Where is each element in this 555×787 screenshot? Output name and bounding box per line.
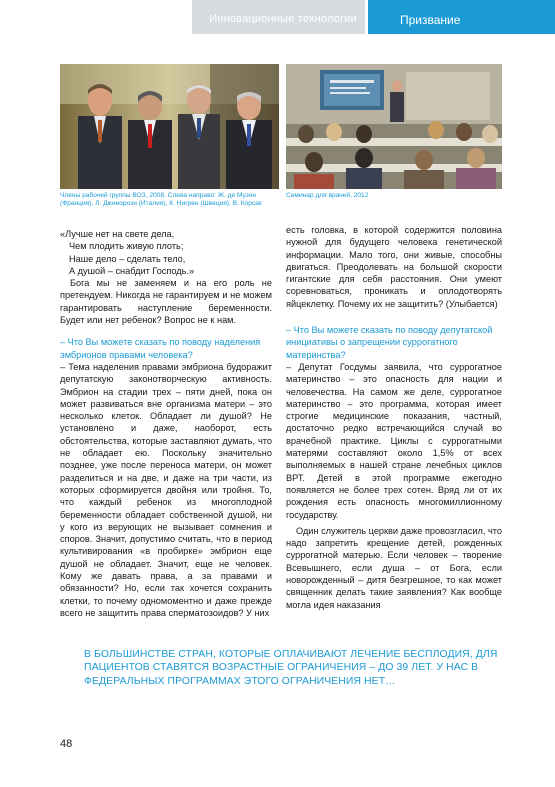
paragraph: – Депутат Госдумы заявила, что суррогатное материнство – это опасность для нации и человечества. На самом же деле, суррогатное материнство – это программа, которая имеет строгие медицинские показания, частный, достаточно редко встречающийся случай во врачебной практике. Циклы с суррогатными матерями составляют около 1,5% от всех выполняемых в нашей стране лечебных циклов ВРТ. Детей в этой программе ежегодно появляется не более трех сотен. Вряд ли от их рождения есть опасность многомиллионному государству.	[286, 361, 502, 520]
paragraph: Бога мы не заменяем и на его роль не претендуем. Никогда не гарантируем и не можем гарантировать наступление беременности. Будет или нет ребенок? Вопрос не к нам.	[60, 278, 272, 326]
section-title: Инновационные технологии	[209, 13, 357, 25]
header-rubric-tab	[368, 0, 555, 34]
pull-quote: В БОЛЬШИНСТВЕ СТРАН, КОТОРЫЕ ОПЛАЧИВАЮТ ЛЕЧЕНИЕ БЕСПЛОДИЯ, ДЛЯ ПАЦИЕНТОВ СТАВЯТСЯ ВОЗРАСТНЫЕ ОГРАНИЧЕНИЯ – ДО 39 ЛЕТ. У НАС В ФЕДЕРАЛЬНЫХ ПРОГРАММАХ ЭТОГО ОГРАНИЧЕНИЯ НЕТ…	[84, 649, 498, 687]
poem-line: Чем плодить живую плоть;	[69, 241, 184, 252]
seminar-photo	[286, 64, 502, 189]
paragraph: Один служитель церкви даже провозгласил, что надо запретить крещение детей, рожденных суррогатной матерью. Если человек – творение Всевышнего, если душа – от Бога, если новорожденный – дитя безгрешное, то как может священник делать такие заявления? Как вообще могла идея наказания	[286, 525, 502, 610]
group-photo	[60, 64, 279, 189]
photo-caption-left: Члены рабочей группы ВОЗ, 2008. Слева направо: Ж. де Музон (Франция), Л. Джинорози (Италия), К. Нигрен (Швеция), В. Корсак	[60, 192, 262, 208]
photo-caption-right: Семинар для врачей, 2012	[286, 192, 369, 199]
poem-line: «Лучше нет на свете дела,	[60, 229, 175, 239]
paragraph: – Тема наделения правами эмбриона будоражит депутатскую законотворческую активность. Эмбрион на стадии трех – пяти дней, пока он может развиваться вне организма матери – это несколько клеток. Обладает ли душой? Не установлено и даже, наоборот, есть обстоятельства, которые заставляют думать, что не обладает ею. Поскольку значительно позднее, уже после переноса матери, он может разделиться и на две, и даже на три части, из которых сформируется двойня или тройня. То, что каждый ребенок из многоплодной беременности обладает собственной душой, ни у кого из верующих не вызывает сомнения и споров. Значит, допустимо считать, что в период культивирования «в пробирке» эмбрион еще душой не обладает. Значит, еще не человек. Кому же давать права, а за правами и обязанности? Но, если так хочется сохранить клетки, то почему одномоментно и даже прежде всего не защитить права сперматозоидов? У них	[60, 361, 272, 618]
poem-line: Наше дело – сделать тело,	[69, 253, 186, 264]
page-number: 48	[60, 738, 73, 750]
poem	[60, 228, 272, 277]
text-column-left	[60, 228, 272, 619]
poem-line: А душой – снабдит Господь.»	[69, 265, 195, 276]
interview-question: – Что Вы можете сказать по поводу депутатской инициативы о запрещении суррогатного материнства?	[286, 325, 493, 360]
rubric-title: Призвание	[400, 13, 461, 27]
header-section-tab	[192, 0, 365, 34]
interview-question: – Что Вы можете сказать по поводу наделения эмбрионов правами человека?	[60, 337, 261, 360]
paragraph: есть головка, в которой содержится половина нужной для будущего человека генетической информации. Мало того, они живые, способны двигаться. Преодолевать на большой скорости гигантские для себя расстояния. Они умеют соревноваться, проникать и оплодотворять яйцеклетку. Почему их не защитить? (Улыбается)	[286, 225, 502, 309]
text-column-right	[286, 224, 502, 611]
